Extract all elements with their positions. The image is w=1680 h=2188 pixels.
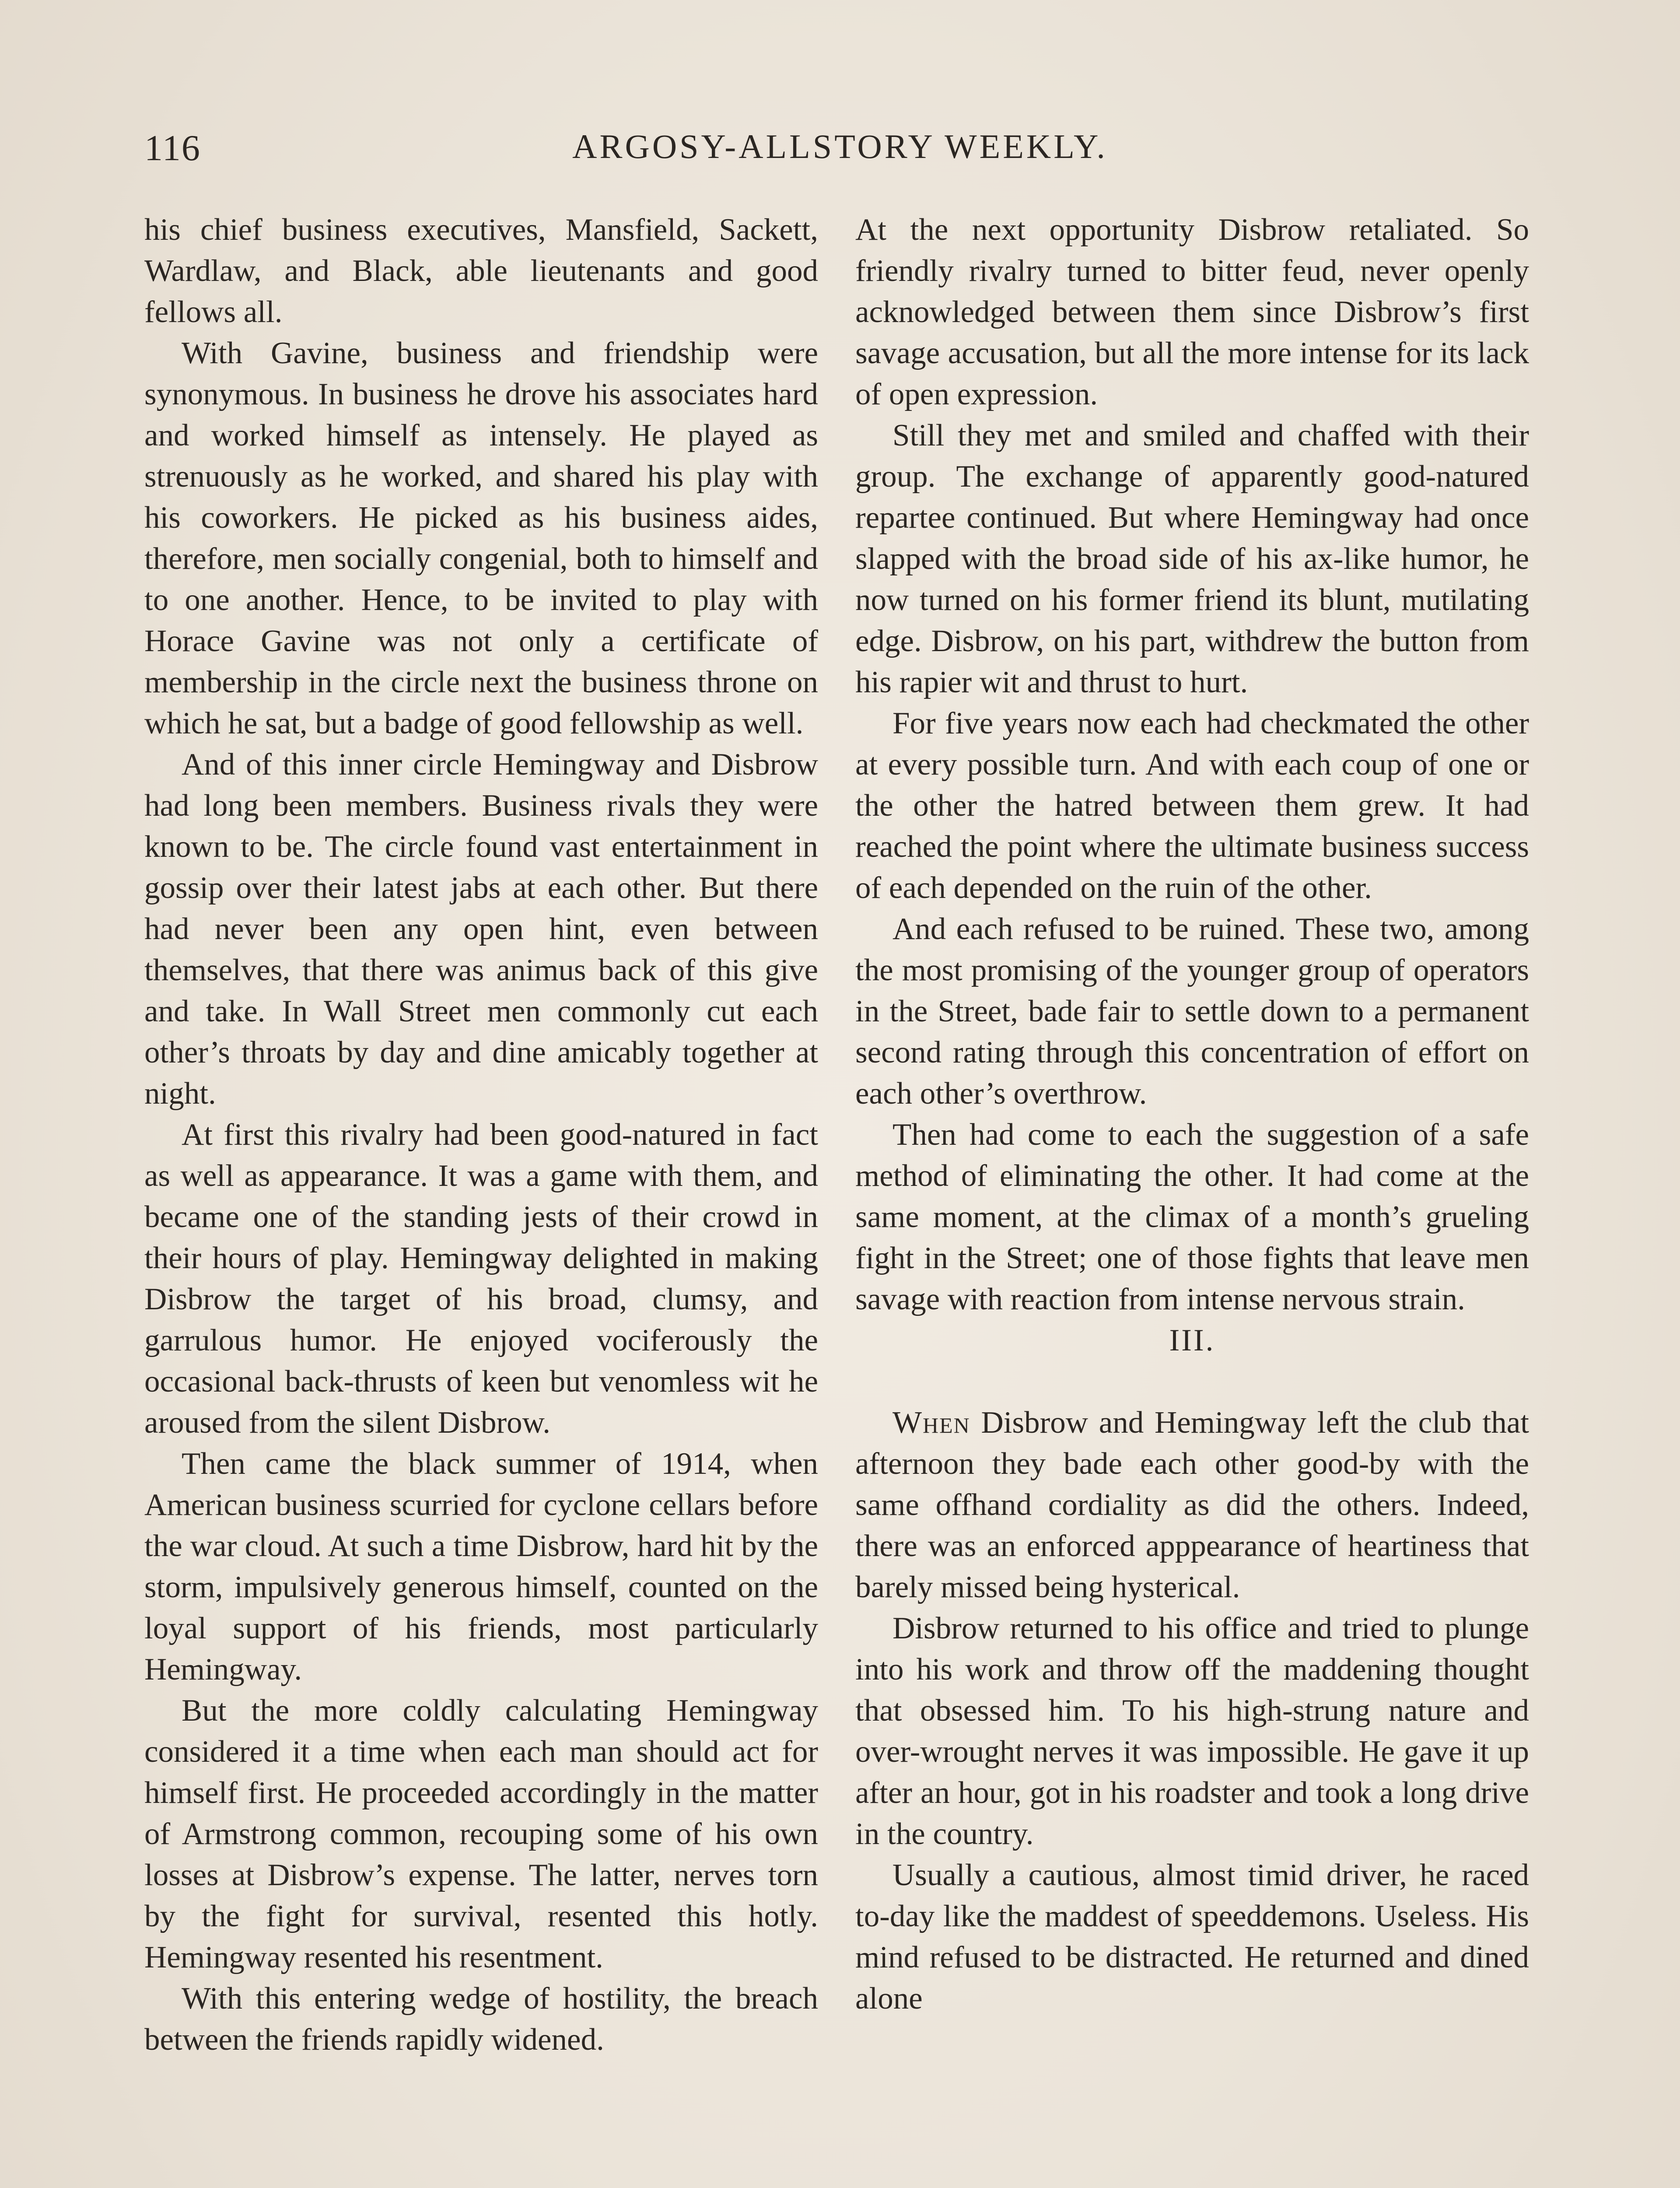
section-heading: III.	[1169, 1323, 1215, 1357]
paragraph: At first this rivalry had been good-natured in fact as well as appearance. It was a game with them, and became one of the standing jests of their crowd in their hours of play. Hemingway delighted in making Disbrow the target of his broad, clumsy, and garrulous humor. He enjoyed vociferously the occasional back-thrusts of keen but venomless wit he aroused from the silent Disbrow.	[144, 1118, 818, 1440]
paragraph: And each refused to be ruined. These two, among the most promising of the younger group of operators in the Street, bade fair to settle down to a permanent second rating through this concentration of effort on each other’s overthrow.	[855, 912, 1529, 1111]
paragraph: But the more coldly calculating Hemingway considered it a time when each man should act for himself first. He proceeded accordingly in the matter of Armstrong common, recouping some of his own losses at Disbrow’s expense. The latter, nerves torn by the fight for survival, resented this hotly. Hemingway resented his resentment.	[144, 1694, 818, 1974]
paragraph: Disbrow returned to his office and tried to plunge into his work and throw off the maddening thought that obsessed him. To his high-strung nature and over-wrought nerves it was impossible. He gave it up after an hour, got in his roadster and took a long drive in the country.	[855, 1611, 1529, 1851]
paragraph: Usually a cautious, almost timid driver, he raced to-day like the maddest of speeddemons. Useless. His mind refused to be distracted. He returned and dined alone	[855, 1858, 1529, 2016]
opening-text: Disbrow and Hemingway left the club that afternoon they bade each other good-by with the same offhand cordiality as did the others. Indeed, there was an enforced apppearance of heartiness that barely missed being hysterical.	[855, 1406, 1529, 1604]
paragraph: At the next opportunity Disbrow retaliated. So friendly rivalry turned to bitter feud, never openly acknowledged between them since Disbrow’s first savage accusation, but all the more intense for its lack of open expression.	[855, 213, 1529, 411]
section-opening-paragraph	[855, 1402, 1529, 1608]
paragraph: With Gavine, business and friendship were synonymous. In business he drove his associates hard and worked himself as intensely. He played as strenuously as he worked, and shared his play with his coworkers. He picked as his business aides, therefore, men socially congenial, both to himself and to one another. Hence, to be invited to play with Horace Gavine was not only a certificate of membership in the circle next the business throne on which he sat, but a badge of good fellowship as well.	[144, 336, 818, 740]
paragraph: his chief business executives, Mansfield, Sackett, Wardlaw, and Black, able lieutenants and good fellows all.	[144, 213, 818, 329]
right-column	[855, 209, 1529, 2019]
opening-word: When	[892, 1406, 970, 1440]
page-header	[144, 127, 1536, 179]
paragraph: With this entering wedge of hostility, the breach between the friends rapidly widened.	[144, 1981, 818, 2057]
paragraph: Then came the black summer of 1914, when American business scurried for cyclone cellars before the war cloud. At such a time Disbrow, hard hit by the storm, impulsively generous himself, counted on the loyal support of his friends, most particularly Hemingway.	[144, 1447, 818, 1687]
paragraph: For five years now each had checkmated the other at every possible turn. And with each coup of one or the other the hatred between them grew. It had reached the point where the ultimate business success of each depended on the ruin of the other.	[855, 706, 1529, 905]
running-title: ARGOSY-ALLSTORY WEEKLY.	[572, 127, 1108, 165]
left-column	[144, 209, 818, 2060]
paragraph: And of this inner circle Hemingway and Disbrow had long been members. Business rivals they were known to be. The circle found vast entertainment in gossip over their latest jabs at each other. But there had never been any open hint, even between themselves, that there was animus back of this give and take. In Wall Street men commonly cut each other’s throats by day and dine amicably together at night.	[144, 747, 818, 1111]
page-number: 116	[144, 128, 201, 168]
paragraph: Then had come to each the suggestion of a safe method of eliminating the other. It had come at the same moment, at the climax of a month’s grueling fight in the Street; one of those fights that leave men savage with reaction from intense nervous strain.	[855, 1118, 1529, 1316]
paragraph: Still they met and smiled and chaffed with their group. The exchange of apparently good-natured repartee continued. But where Hemingway had once slapped with the broad side of his ax-like humor, he now turned on his former friend its blunt, mutilating edge. Disbrow, on his part, withdrew the button from his rapier wit and thrust to hurt.	[855, 418, 1529, 699]
